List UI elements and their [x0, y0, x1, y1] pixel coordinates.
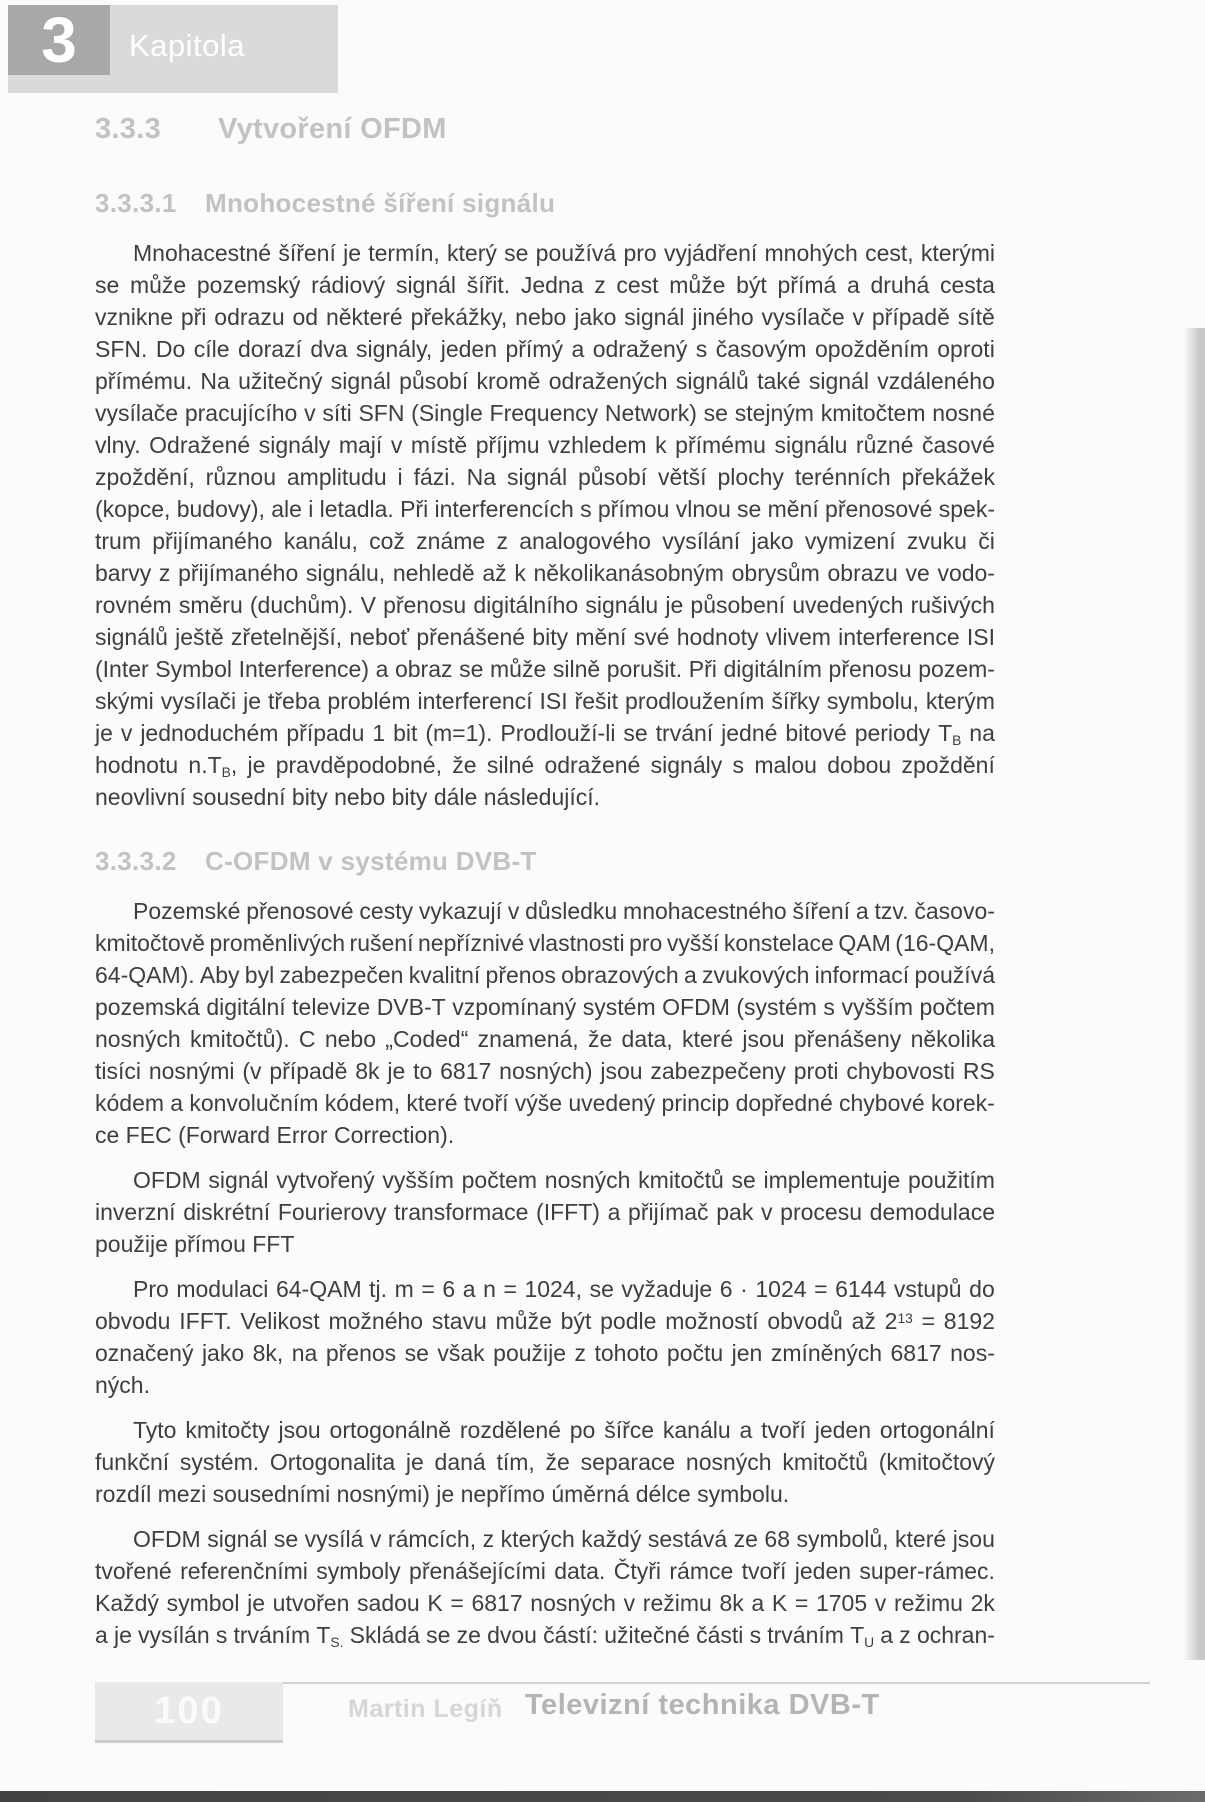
text-line: skými vysílači je třeba problém interferencí ISI řešit prodloužením šířky symbolu, kterým — [95, 688, 995, 714]
paragraph — [95, 1273, 995, 1401]
text-line: neovlivní sousední bity nebo bity dále následující. — [95, 784, 601, 810]
text-line: rovném směru (duchům). V přenosu digitálního signálu je působení uvedených rušivých — [95, 592, 995, 618]
text-line: trum přijímaného kanálu, což známe z analogového vysílání jako vymizení zvuku či — [95, 528, 995, 554]
text-line: Tyto kmitočty jsou ortogonálně rozdělené po šířce kanálu a tvoří jeden ortogonální — [133, 1417, 995, 1443]
scan-bottom-bar — [0, 1791, 1205, 1802]
text-line: Mnohacestné šíření je termín, který se používá pro vyjádření mnohých cest, kterými — [133, 240, 995, 266]
text-line: zpoždění, různou amplitudu i fázi. Na signál působí větší plochy terénních překážek — [95, 464, 995, 490]
page-content — [95, 112, 995, 1664]
section-heading-3.3.3 — [95, 112, 995, 146]
text-line: Pozemské přenosové cesty vykazují v důsledku mnohacestného šíření a tzv. časovo- — [133, 898, 995, 924]
text-line: tisíci nosnými (v případě 8k je to 6817 nosných) jsou zabezpečeny proti chybovosti RS — [95, 1058, 995, 1084]
text-line: vysílače pracujícího v síti SFN (Single Frequency Network) se stejným kmitočtem nosné — [95, 400, 995, 426]
text-line: se může pozemský rádiový signál šířit. Jedna z cest může být přímá a druhá cesta — [95, 272, 995, 298]
paragraph — [95, 1414, 995, 1510]
scan-edge-shadow — [1183, 328, 1205, 1660]
paragraph — [95, 1164, 995, 1260]
text-line: SFN. Do cíle dorazí dva signály, jeden přímý a odražený s časovým opožděním oproti — [95, 336, 995, 362]
text-line: vznikne při odrazu od některé překážky, nebo jako signál jiného vysílače v případě sítě — [95, 304, 995, 330]
text-line: barvy z přijímaného signálu, nehledě až k několikanásobným obrysům obrazu ve vodo- — [95, 560, 995, 586]
paragraph — [95, 1523, 995, 1651]
text-line: rozdíl mezi sousedními nosnými) je nepřímo úměrná délce symbolu. — [95, 1481, 790, 1507]
text-line: signálů ještě zřetelnější, neboť přenášené bity mění své hodnoty vlivem interference ISI — [95, 624, 995, 650]
text-line: OFDM signál se vysílá v rámcích, z kterých každý sestává ze 68 symbolů, které jsou — [133, 1526, 995, 1552]
text-line: kmitočtově proměnlivých rušení nepříznivé vlastnosti pro vyšší konstelace QAM (16-QAM, — [95, 930, 995, 956]
text-line: nosných kmitočtů). C nebo „Coded“ znamená, že data, které jsou přenášeny několika — [95, 1026, 995, 1052]
section-number: 3.3.3.2 — [95, 846, 177, 876]
text-line: ných. — [95, 1372, 150, 1398]
text-line: OFDM signál vytvořený vyšším počtem nosných kmitočtů se implementuje použitím — [133, 1167, 995, 1193]
text-line: ce FEC (Forward Error Correction). — [95, 1122, 455, 1148]
section-title: Mnohocestné šíření signálu — [205, 188, 556, 218]
section-title: Vytvoření OFDM — [218, 113, 447, 145]
text-line: (kopce, budovy), ale i letadla. Při interferencích s přímou vlnou se mění přenosové spek- — [95, 496, 995, 522]
footer-book-title: Televizní technika DVB-T — [525, 1689, 880, 1721]
chapter-band — [8, 5, 338, 93]
footer-author: Martin Legíň — [348, 1695, 503, 1723]
footer-rule — [283, 1682, 1150, 1684]
text-line: Pro modulaci 64-QAM tj. m = 6 a n = 1024, se vyžaduje 6 · 1024 = 6144 vstupů do — [133, 1276, 995, 1302]
text-line: inverzní diskrétní Fourierovy transformace (IFFT) a přijímač pak v procesu demodulace — [95, 1199, 995, 1225]
text-line: Každý symbol je utvořen sadou K = 6817 nosných v režimu 8k a K = 1705 v režimu 2k — [95, 1590, 995, 1616]
section-title: C-OFDM v systému DVB-T — [205, 846, 537, 876]
text-line: hodnotu $n.T_B$, je pravděpodobné, že silné odražené signály s malou dobou zpoždění — [95, 752, 995, 780]
section-number: 3.3.3 — [95, 113, 161, 145]
section-heading-3.3.3.1 — [95, 187, 995, 219]
text-line: kódem a konvolučním kódem, které tvoří výše uvedený princip dopředné chybové korek- — [95, 1090, 995, 1116]
chapter-label: Kapitola — [129, 28, 246, 63]
chapter-number-box — [8, 5, 110, 75]
text-line: je v jednoduchém případu 1 bit (m=1). Prodlouží-li se trvání jedné bitové periody $T_B$ na — [95, 720, 995, 748]
text-line: obvodu IFFT. Velikost možného stavu může být podle možností obvodů až $2^{13}$ = 8192 — [95, 1308, 995, 1334]
text-line: přímému. Na užitečný signál působí kromě odražených signálů také signál vzdáleného — [95, 368, 995, 394]
text-line: funkční systém. Ortogonalita je daná tím, že separace nosných kmitočtů (kmitočtový — [95, 1449, 995, 1475]
chapter-number: 3 — [41, 4, 77, 76]
section-number: 3.3.3.1 — [95, 188, 177, 218]
text-line: (Inter Symbol Interference) a obraz se může silně porušit. Při digitálním přenosu pozem- — [95, 656, 995, 682]
text-line: 64-QAM). Aby byl zabezpečen kvalitní přenos obrazových a zvukových informací používá — [95, 962, 995, 988]
page-number: 100 — [154, 1689, 224, 1732]
paragraph — [95, 895, 995, 1151]
paragraph — [95, 237, 995, 813]
text-line: vlny. Odražené signály mají v místě příjmu vzhledem k přímému signálu různé časové — [95, 432, 995, 458]
text-line: označený jako 8k, na přenos se však použije z tohoto počtu jen zmíněných 6817 nos- — [95, 1340, 995, 1366]
section-heading-3.3.3.2 — [95, 845, 995, 877]
page-number-box — [95, 1682, 283, 1743]
text-line: použije přímou FFT — [95, 1231, 295, 1257]
text-line: a je vysílán s trváním $T_{S.}$ Skládá se ze dvou částí: užitečné části s trváním $T_U$ a z ochran- — [95, 1622, 995, 1650]
text-line: pozemská digitální televize DVB-T vzpomínaný systém OFDM (systém s vyšším počtem — [95, 994, 995, 1020]
text-line: tvořené referenčními symboly přenášejícími data. Čtyři rámce tvoří jeden super-rámec. — [95, 1558, 995, 1584]
